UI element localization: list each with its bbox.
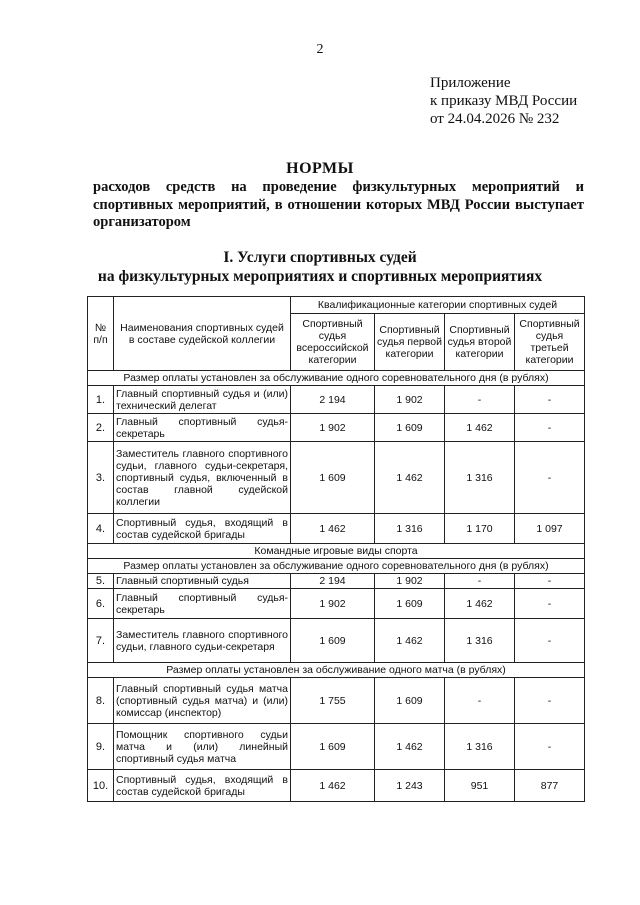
row-value-cat4: - xyxy=(515,589,585,619)
row-judge-name: Спортивный судья, входящий в состав судейской бригады xyxy=(114,770,291,802)
row-value-cat2: 1 462 xyxy=(375,619,445,663)
table-row xyxy=(88,442,585,514)
row-value-cat3: - xyxy=(445,678,515,724)
table-row xyxy=(88,770,585,802)
header-category-all-russian: Спортивный судья всероссийской категории xyxy=(291,314,375,371)
row-number: 2. xyxy=(88,414,114,442)
span-row-per-day: Размер оплаты установлен за обслуживание одного соревновательного дня (в рублях) xyxy=(88,371,585,386)
table-row xyxy=(88,386,585,414)
row-value-cat1: 1 902 xyxy=(291,589,375,619)
row-value-cat3: - xyxy=(445,574,515,589)
row-value-cat4: - xyxy=(515,574,585,589)
table-row xyxy=(88,514,585,544)
row-value-cat3: 1 316 xyxy=(445,619,515,663)
row-value-cat1: 1 462 xyxy=(291,514,375,544)
row-value-cat2: 1 243 xyxy=(375,770,445,802)
row-number: 4. xyxy=(88,514,114,544)
row-number: 9. xyxy=(88,724,114,770)
row-judge-name: Главный спортивный судья матча (спортивный судья матча) и (или) комиссар (инспектор) xyxy=(114,678,291,724)
row-value-cat2: 1 902 xyxy=(375,386,445,414)
table-row xyxy=(88,589,585,619)
span-row-team-sports: Командные игровые виды спорта xyxy=(88,544,585,559)
header-number: № п/п xyxy=(88,297,114,371)
appendix-line-1: Приложение xyxy=(430,75,511,91)
header-category-first: Спортивный судья первой категории xyxy=(375,314,445,371)
row-value-cat2: 1 902 xyxy=(375,574,445,589)
row-judge-name: Главный спортивный судья xyxy=(114,574,291,589)
row-judge-name: Помощник спортивного судьи матча и (или) линейный спортивный судья матча xyxy=(114,724,291,770)
table-row xyxy=(88,619,585,663)
row-value-cat4: 1 097 xyxy=(515,514,585,544)
row-judge-name: Заместитель главного спортивного судьи, главного судьи-секретаря, спортивный судья, включенный в состав главной судейской коллегии xyxy=(114,442,291,514)
row-judge-name: Главный спортивный судья и (или) технический делегат xyxy=(114,386,291,414)
header-category-second: Спортивный судья второй категории xyxy=(445,314,515,371)
row-value-cat2: 1 609 xyxy=(375,414,445,442)
section-heading xyxy=(0,248,640,286)
span-row-per-match: Размер оплаты установлен за обслуживание одного матча (в рублях) xyxy=(88,663,585,678)
row-value-cat2: 1 609 xyxy=(375,589,445,619)
row-value-cat2: 1 462 xyxy=(375,724,445,770)
row-number: 6. xyxy=(88,589,114,619)
row-number: 3. xyxy=(88,442,114,514)
row-number: 8. xyxy=(88,678,114,724)
row-value-cat1: 1 609 xyxy=(291,619,375,663)
span-row-per-day-team: Размер оплаты установлен за обслуживание одного соревновательного дня (в рублях) xyxy=(88,559,585,574)
row-number: 5. xyxy=(88,574,114,589)
row-value-cat3: 1 462 xyxy=(445,414,515,442)
row-value-cat1: 1 902 xyxy=(291,414,375,442)
row-judge-name: Главный спортивный судья-секретарь xyxy=(114,589,291,619)
row-value-cat4: - xyxy=(515,619,585,663)
row-value-cat3: - xyxy=(445,386,515,414)
appendix-block xyxy=(430,74,577,128)
row-value-cat4: - xyxy=(515,386,585,414)
section-heading-line-1: I. Услуги спортивных судей xyxy=(223,249,417,266)
row-judge-name: Заместитель главного спортивного судьи, главного судьи-секретаря xyxy=(114,619,291,663)
table-row xyxy=(88,414,585,442)
row-value-cat4: - xyxy=(515,442,585,514)
row-value-cat3: 1 170 xyxy=(445,514,515,544)
header-category-third: Спортивный судья третьей категории xyxy=(515,314,585,371)
page-number: 2 xyxy=(316,42,324,57)
row-judge-name: Главный спортивный судья-секретарь xyxy=(114,414,291,442)
row-value-cat1: 1 609 xyxy=(291,442,375,514)
row-value-cat3: 951 xyxy=(445,770,515,802)
row-number: 7. xyxy=(88,619,114,663)
appendix-line-3: от 24.04.2026 № 232 xyxy=(430,111,560,127)
row-value-cat3: 1 316 xyxy=(445,724,515,770)
row-value-cat3: 1 462 xyxy=(445,589,515,619)
document-subtitle: расходов средств на проведение физкультурных мероприятий и спортивных мероприятий, в отношении которых МВД России выступает организатором xyxy=(93,179,584,230)
appendix-line-2: к приказу МВД России xyxy=(430,93,578,109)
document-title: НОРМЫ xyxy=(286,160,354,177)
row-value-cat2: 1 462 xyxy=(375,442,445,514)
row-value-cat4: - xyxy=(515,678,585,724)
row-value-cat2: 1 609 xyxy=(375,678,445,724)
table-row xyxy=(88,678,585,724)
row-judge-name: Спортивный судья, входящий в состав судейской бригады xyxy=(114,514,291,544)
header-categories: Квалификационные категории спортивных судей xyxy=(291,297,585,314)
row-number: 1. xyxy=(88,386,114,414)
row-value-cat1: 1 755 xyxy=(291,678,375,724)
row-value-cat1: 1 462 xyxy=(291,770,375,802)
row-value-cat1: 2 194 xyxy=(291,386,375,414)
table-row xyxy=(88,724,585,770)
header-judge-name: Наименования спортивных судей в составе судейской коллегии xyxy=(114,297,291,371)
row-value-cat4: - xyxy=(515,414,585,442)
row-value-cat1: 2 194 xyxy=(291,574,375,589)
rates-table xyxy=(87,296,585,802)
row-value-cat3: 1 316 xyxy=(445,442,515,514)
section-heading-line-2: на физкультурных мероприятиях и спортивных мероприятиях xyxy=(97,268,543,285)
row-value-cat2: 1 316 xyxy=(375,514,445,544)
row-value-cat4: - xyxy=(515,724,585,770)
row-number: 10. xyxy=(88,770,114,802)
table-row xyxy=(88,574,585,589)
row-value-cat1: 1 609 xyxy=(291,724,375,770)
row-value-cat4: 877 xyxy=(515,770,585,802)
